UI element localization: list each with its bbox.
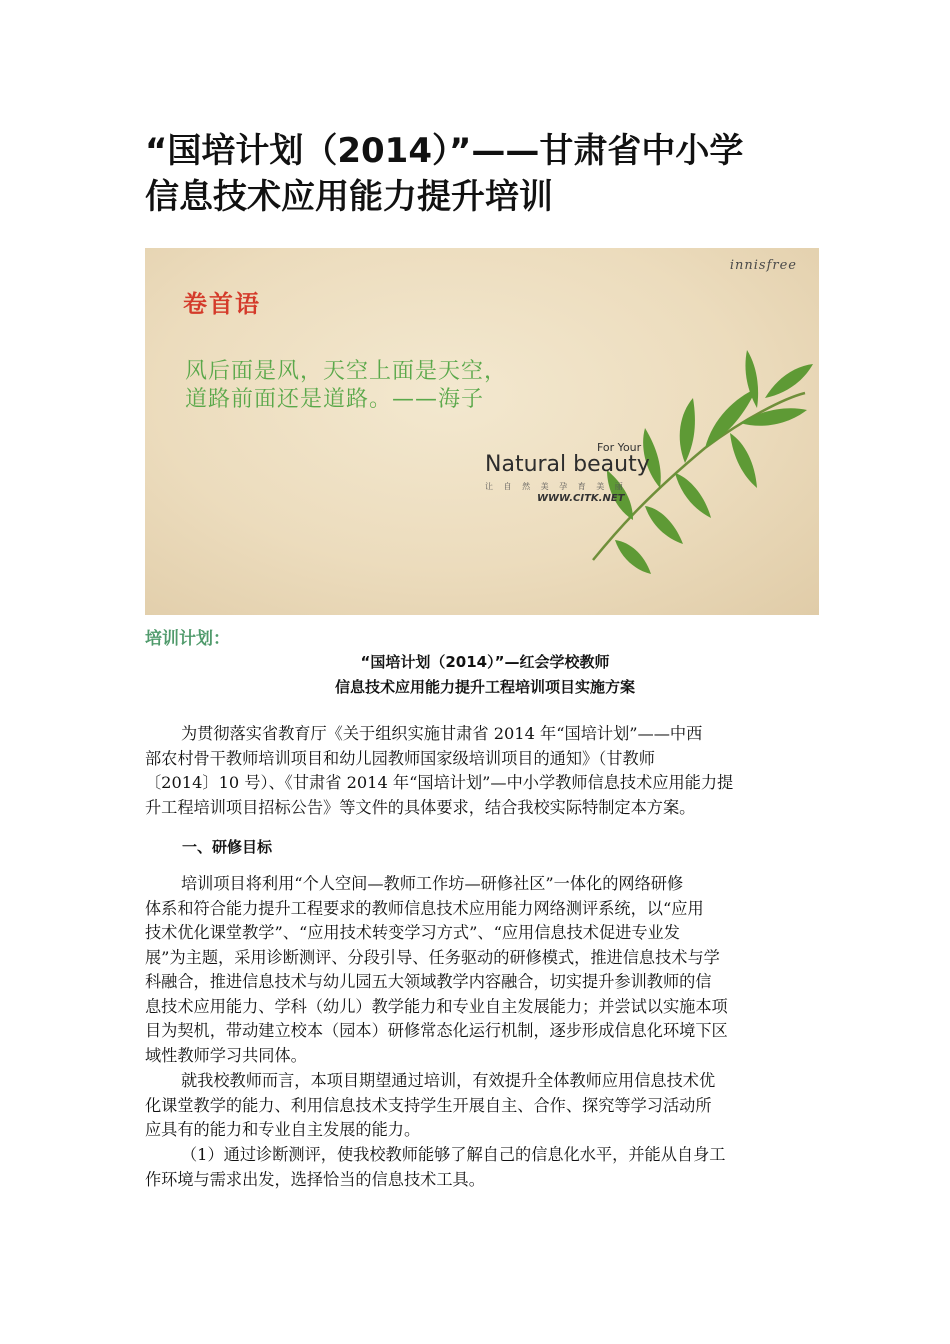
text-line: 科融合，推进信息技术与幼儿园五大领域教学内容融合，切实提升参训教师的信 <box>145 972 712 991</box>
text-line: 〔2014〕10 号）、《甘肃省 2014 年“国培计划”—中小学教师信息技术应用能力提 <box>145 773 734 792</box>
text-line: 升工程培训项目招标公告》等文件的具体要求，结合我校实际特制定本方案。 <box>145 797 696 817</box>
text-line: 域性教师学习共同体。 <box>145 1045 307 1065</box>
text-line: 培训项目将利用“个人空间—教师工作坊—研修社区”一体化的网络研修 <box>181 874 684 893</box>
plan-title <box>145 650 825 700</box>
title-line-1: “国培计划（2014）”——甘肃省中小学 <box>145 131 744 171</box>
text-line: 展”为主题，采用诊断测评、分段引导、任务驱动的研修模式，推进信息技术与学 <box>145 947 720 967</box>
banner-poem <box>185 358 507 414</box>
section-heading-goals: 一、研修目标 <box>182 838 273 856</box>
title-line-2: 信息技术应用能力提升培训 <box>145 177 553 217</box>
text-line: （1）通过诊断测评，使我校教师能够了解自己的信息化水平，并能从自身工 <box>181 1145 726 1164</box>
text-line: 应具有的能力和专业自主发展的能力。 <box>145 1120 421 1139</box>
expectation-paragraph <box>145 1069 807 1143</box>
plan-title-line-1: “国培计划（2014）”—红会学校教师 <box>360 653 610 671</box>
banner-heading: 卷首语 <box>183 290 261 318</box>
text-line: 部农村骨干教师培训项目和幼儿园教师国家级培训项目的通知》（甘教师 <box>145 748 655 768</box>
plan-title-line-2: 信息技术应用能力提升工程培训项目实施方案 <box>334 678 635 696</box>
poem-line-2: 道路前面还是道路。——海子 <box>185 387 485 412</box>
text-line: 息技术应用能力、学科（幼儿）教学能力和专业自主发展能力；并尝试以实施本项 <box>145 996 728 1016</box>
text-line: 作环境与需求出发，选择恰当的信息技术工具。 <box>145 1169 485 1189</box>
text-line: 就我校教师而言，本项目期望通过培训，有效提升全体教师应用信息技术优 <box>181 1071 716 1090</box>
document-title <box>145 128 825 220</box>
text-line: 目为契机，带动建立校本（园本）研修常态化运行机制，逐步形成信息化环境下区 <box>145 1021 728 1040</box>
intro-paragraph <box>145 722 807 820</box>
point-1-paragraph <box>145 1143 807 1192</box>
poem-line-1: 风后面是风，天空上面是天空， <box>185 359 508 384</box>
text-line: 技术优化课堂教学”、“应用技术转变学习方式”、“应用信息技术促进专业发 <box>145 923 680 942</box>
banner-natural-beauty: Natural beauty <box>485 452 650 477</box>
cover-banner-image <box>145 248 819 615</box>
banner-url: WWW.CITK.NET <box>537 493 625 504</box>
brand-logo: innisfree <box>729 258 797 273</box>
banner-tagline: 让 自 然 美 孕 育 美 丽 <box>485 482 627 491</box>
goals-paragraph <box>145 872 807 1068</box>
banner-for-your: For Your <box>597 441 642 454</box>
text-line: 化课堂教学的能力、利用信息技术支持学生开展自主、合作、探究等学习活动所 <box>145 1095 712 1115</box>
text-line: 体系和符合能力提升工程要求的教师信息技术应用能力网络测评系统，以“应用 <box>145 898 704 918</box>
training-plan-label: 培训计划： <box>145 629 230 649</box>
text-line: 为贯彻落实省教育厅《关于组织实施甘肃省 2014 年“国培计划”——中西 <box>181 724 703 743</box>
